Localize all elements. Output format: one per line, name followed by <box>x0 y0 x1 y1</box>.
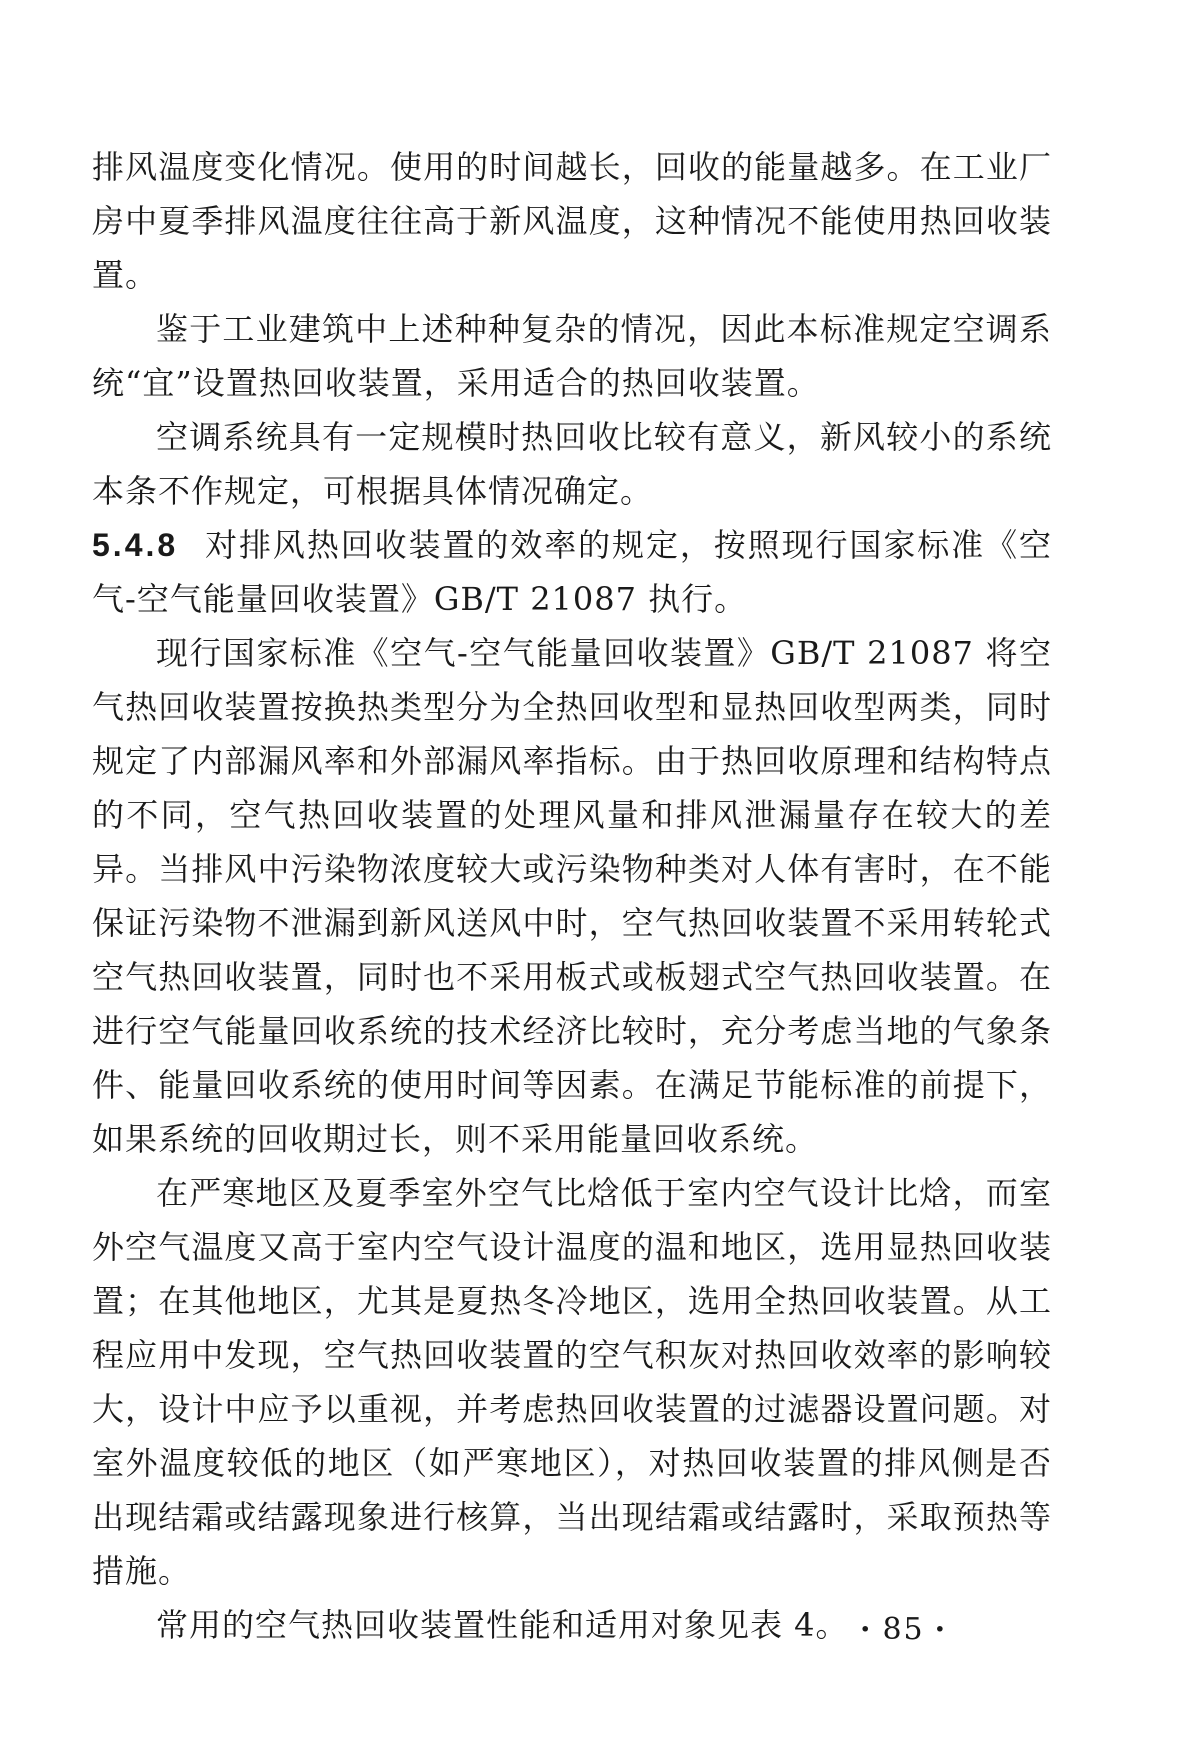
page-number-value: 85 <box>882 1612 925 1647</box>
section-paragraph-5-4-8 <box>92 518 1052 626</box>
paragraph: 鉴于工业建筑中上述种种复杂的情况，因此本标准规定空调系统“宜”设置热回收装置，采用适合的热回收装置。 <box>92 310 1052 402</box>
paragraph: 空调系统具有一定规模时热回收比较有意义，新风较小的系统本条不作规定，可根据具体情况确定。 <box>92 418 1052 510</box>
page-number-dot-right: · <box>934 1612 948 1647</box>
section-text: 对排风热回收装置的效率的规定，按照现行国家标准《空气-空气能量回收装置》GB/T 21087 执行。 <box>92 526 1052 618</box>
paragraph: 常用的空气热回收装置性能和适用对象见表 4。 <box>156 1606 849 1644</box>
page-number-dot-left: · <box>860 1612 873 1647</box>
body-text <box>92 140 1052 1652</box>
paragraph: 在严寒地区及夏季室外空气比焓低于室内空气设计比焓，而室外空气温度又高于室内空气设计温度的温和地区，选用显热回收装置；在其他地区，尤其是夏热冬冷地区，选用全热回收装置。从工程应用中发现，空气热回收装置的空气积灰对热回收效率的影响较大，设计中应予以重视，并考虑热回收装置的过滤器设置问题。对室外温度较低的地区（如严寒地区），对热回收装置的排风侧是否出现结霜或结露现象进行核算，当出现结霜或结露时，采取预热等措施。 <box>92 1174 1052 1590</box>
section-number: 5.4.8 <box>92 527 179 563</box>
paragraph: 现行国家标准《空气-空气能量回收装置》GB/T 21087 将空气热回收装置按换热类型分为全热回收型和显热回收型两类，同时规定了内部漏风率和外部漏风率指标。由于热回收原理和结构特点的不同，空气热回收装置的处理风量和排风泄漏量存在较大的差异。当排风中污染物浓度较大或污染物种类对人体有害时，在不能保证污染物不泄漏到新风送风中时，空气热回收装置不采用转轮式空气热回收装置，同时也不采用板式或板翅式空气热回收装置。在进行空气能量回收系统的技术经济比较时，充分考虑当地的气象条件、能量回收系统的使用时间等因素。在满足节能标准的前提下，如果系统的回收期过长，则不采用能量回收系统。 <box>92 634 1052 1158</box>
page-number <box>850 1612 957 1647</box>
paragraph-continuation: 排风温度变化情况。使用的时间越长，回收的能量越多。在工业厂房中夏季排风温度往往高于新风温度，这种情况不能使用热回收装置。 <box>92 148 1052 294</box>
